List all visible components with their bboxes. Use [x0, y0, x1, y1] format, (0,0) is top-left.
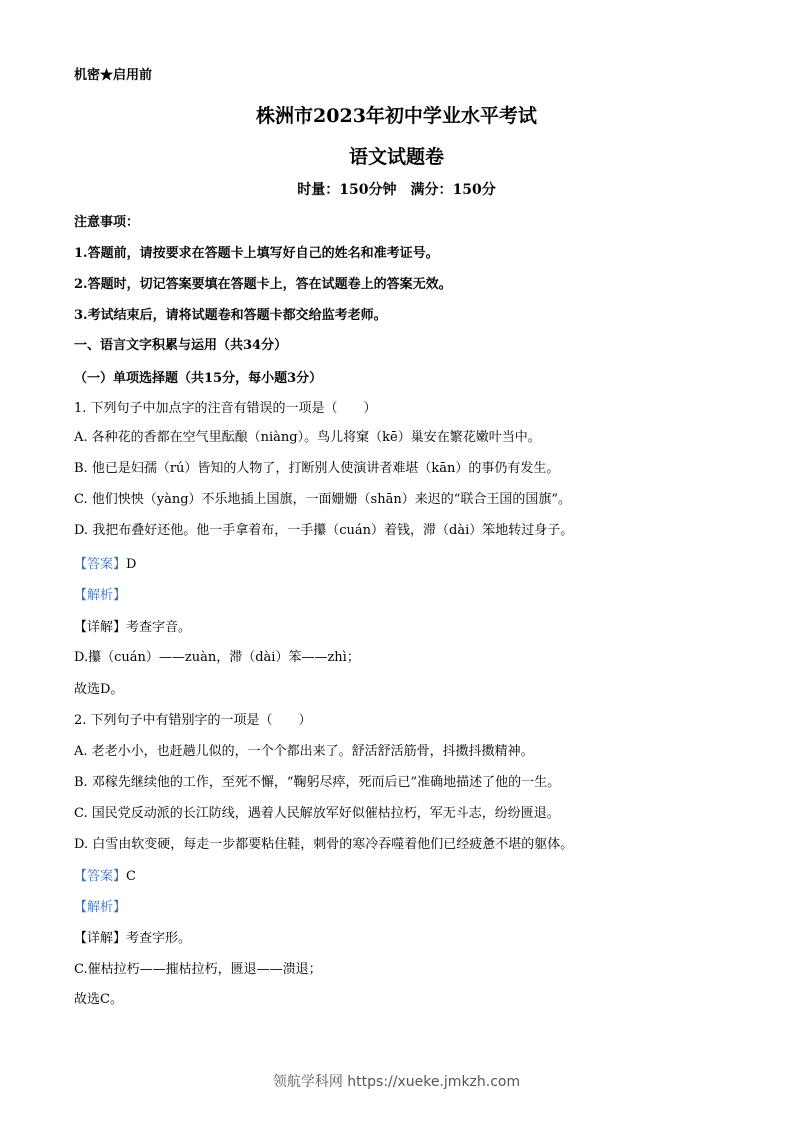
answer-value: D: [126, 557, 137, 572]
answer-line: [74, 556, 136, 574]
notes-heading: 注意事项：: [74, 215, 140, 230]
question-option: C. 国民党反动派的长江防线，遇着人民解放军好似催枯拉朽，军无斗志，纷纷匮退。: [74, 806, 560, 821]
analysis-tag: 【解析】: [74, 588, 127, 603]
answer-value: C: [126, 869, 136, 884]
note-item: 1.答题前，请按要求在答题卡上填写好自己的姓名和准考证号。: [74, 246, 439, 261]
explanation-line: D.攥（cuán）——zuàn，滞（dài）笨——zhì；: [74, 650, 360, 665]
detail-line: 【详解】考查字音。: [74, 620, 192, 635]
question-option: A. 各种花的香都在空气里酝酿（niàng）。鸟儿将窠（kē）巢安在繁花嫩叶当中。: [74, 430, 541, 445]
section-title: 一、语言文字积累与运用（共34分）: [74, 338, 288, 353]
note-item: 2.答题时，切记答案要填在答题卡上，答在试题卷上的答案无效。: [74, 277, 452, 292]
analysis-tag: 【解析】: [74, 900, 127, 915]
explanation-line: C.催枯拉朽——摧枯拉朽，匮退——溃退；: [74, 962, 322, 977]
question-stem: 2. 下列句子中有错别字的一项是（ ）: [74, 713, 312, 728]
answer-tag: 【答案】: [74, 557, 127, 572]
question-option: A. 老老小小，也赶趟儿似的，一个个都出来了。舒活舒活筋骨，抖擞抖擞精神。: [74, 744, 534, 759]
answer-line: [74, 868, 136, 886]
confidential-label: 机密★启用前: [74, 68, 153, 83]
answer-tag: 【答案】: [74, 869, 127, 884]
footer-watermark: 领航学科网 https://xueke.jmkzh.com: [272, 1074, 521, 1090]
section-subtitle: （一）单项选择题（共15分，每小题3分）: [74, 371, 323, 386]
question-option: C. 他们怏怏（yàng）不乐地插上国旗，一面姗姗（shān）来迟的“联合王国的国旗”。: [74, 492, 571, 507]
question-option: B. 邓稼先继续他的工作，至死不懈，“鞠躬尽瘁，死而后已”准确地描述了他的一生。: [74, 775, 561, 790]
time-score-info: 时量：150分钟 满分：150分: [297, 182, 496, 198]
conclusion-line: 故选D。: [74, 682, 124, 697]
question-option: D. 白雪由软变硬，每走一步都要粘住鞋，刺骨的寒冷吞噬着他们已经疲惫不堪的躯体。: [74, 837, 574, 852]
note-item: 3.考试结束后，请将试题卷和答题卡都交给监考老师。: [74, 308, 387, 323]
question-option: D. 我把布叠好还他。他一手拿着布，一手攥（cuán）着钱，滞（dài）笨地转过身子。: [74, 523, 574, 538]
question-stem: 1. 下列句子中加点字的注音有错误的一项是（ ）: [74, 401, 377, 416]
conclusion-line: 故选C。: [74, 992, 123, 1007]
exam-title: 株洲市2023年初中学业水平考试: [256, 105, 537, 127]
question-option: B. 他已是妇孺（rú）皆知的人物了，打断别人使演讲者难堪（kān）的事仍有发生。: [74, 461, 560, 476]
detail-line: 【详解】考查字形。: [74, 931, 192, 946]
exam-subtitle: 语文试题卷: [348, 146, 444, 168]
